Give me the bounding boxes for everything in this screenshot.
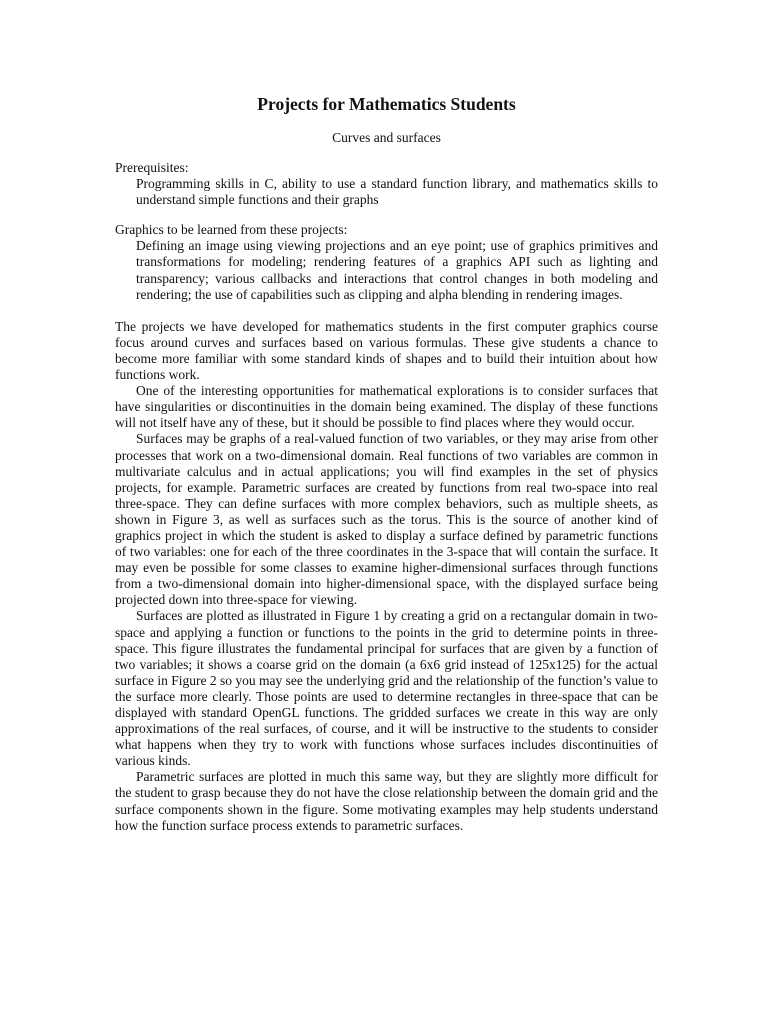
body-paragraph: The projects we have developed for mathematics students in the first computer graphics course focus around curves and surfaces based on various formulas. These give students a chance to become more familiar with some standard kinds of shapes and to build their intuition about how functions work. <box>115 318 658 383</box>
document-page <box>115 93 658 834</box>
section-graphics-learned <box>115 222 658 302</box>
body-paragraph: One of the interesting opportunities for mathematical explorations is to consider surfaces that have singularities or discontinuities in the domain being examined. The display of these functions will not itself have any of these, but it should be possible to find places where they would occur. <box>115 383 658 431</box>
body-text <box>115 319 658 834</box>
section-body: Programming skills in C, ability to use a standard function library, and mathematics skills to understand simple functions and their graphs <box>136 176 658 208</box>
section-heading: Prerequisites: <box>115 160 189 175</box>
section-prerequisites <box>115 160 658 208</box>
section-body: Defining an image using viewing projections and an eye point; use of graphics primitives and transformations for modeling; rendering features of a graphics API such as lighting and transparency; various callbacks and interactions that control changes in both modeling and rendering; the use of capabilities such as clipping and alpha blending in rendering images. <box>136 238 658 302</box>
document-title: Projects for Mathematics Students <box>257 94 516 114</box>
body-paragraph: Surfaces are plotted as illustrated in Figure 1 by creating a grid on a rectangular domain in two-space and applying a function or functions to the points in the grid to determine points in three-space. This figure illustrates the fundamental principal for surfaces that are given by a function of two variables; it shows a coarse grid on the domain (a 6x6 grid instead of 125x125) for the actual surface in Figure 2 so you may see the underlying grid and the relationship of the function’s value to the surface more clearly. Those points are used to determine rectangles in three-space that can be displayed with standard OpenGL functions. The gridded surfaces we create in this way are only approximations of the real surfaces, of course, and it will be instructive to the students to consider what happens when they try to work with functions whose surfaces includes discontinuities of various kinds. <box>115 608 658 769</box>
body-paragraph: Surfaces may be graphs of a real-valued function of two variables, or they may arise from other processes that work on a two-dimensional domain. Real functions of two variables are common in multivariate calculus and in actual applications; you will find examples in the set of physics projects, for example. Parametric surfaces are created by functions from real two-space into real three-space. They can define surfaces with more complex behaviors, such as multiple sheets, as shown in Figure 3, as well as surfaces such as the torus. This is the source of another kind of graphics project in which the student is asked to display a surface defined by parametric functions of two variables: one for each of the three coordinates in the 3-space that will contain the surface. It may even be possible for some classes to examine higher-dimensional surfaces through functions from a two-dimensional domain into higher-dimensional space, with the displayed surface being projected down into three-space for viewing. <box>115 431 658 608</box>
document-subtitle: Curves and surfaces <box>332 130 441 145</box>
section-heading: Graphics to be learned from these projects: <box>115 222 348 238</box>
body-paragraph: Parametric surfaces are plotted in much this same way, but they are slightly more difficult for the student to grasp because they do not have the close relationship between the domain grid and the surface components shown in the figure. Some motivating examples may help students understand how the function surface process extends to parametric surfaces. <box>115 769 658 833</box>
